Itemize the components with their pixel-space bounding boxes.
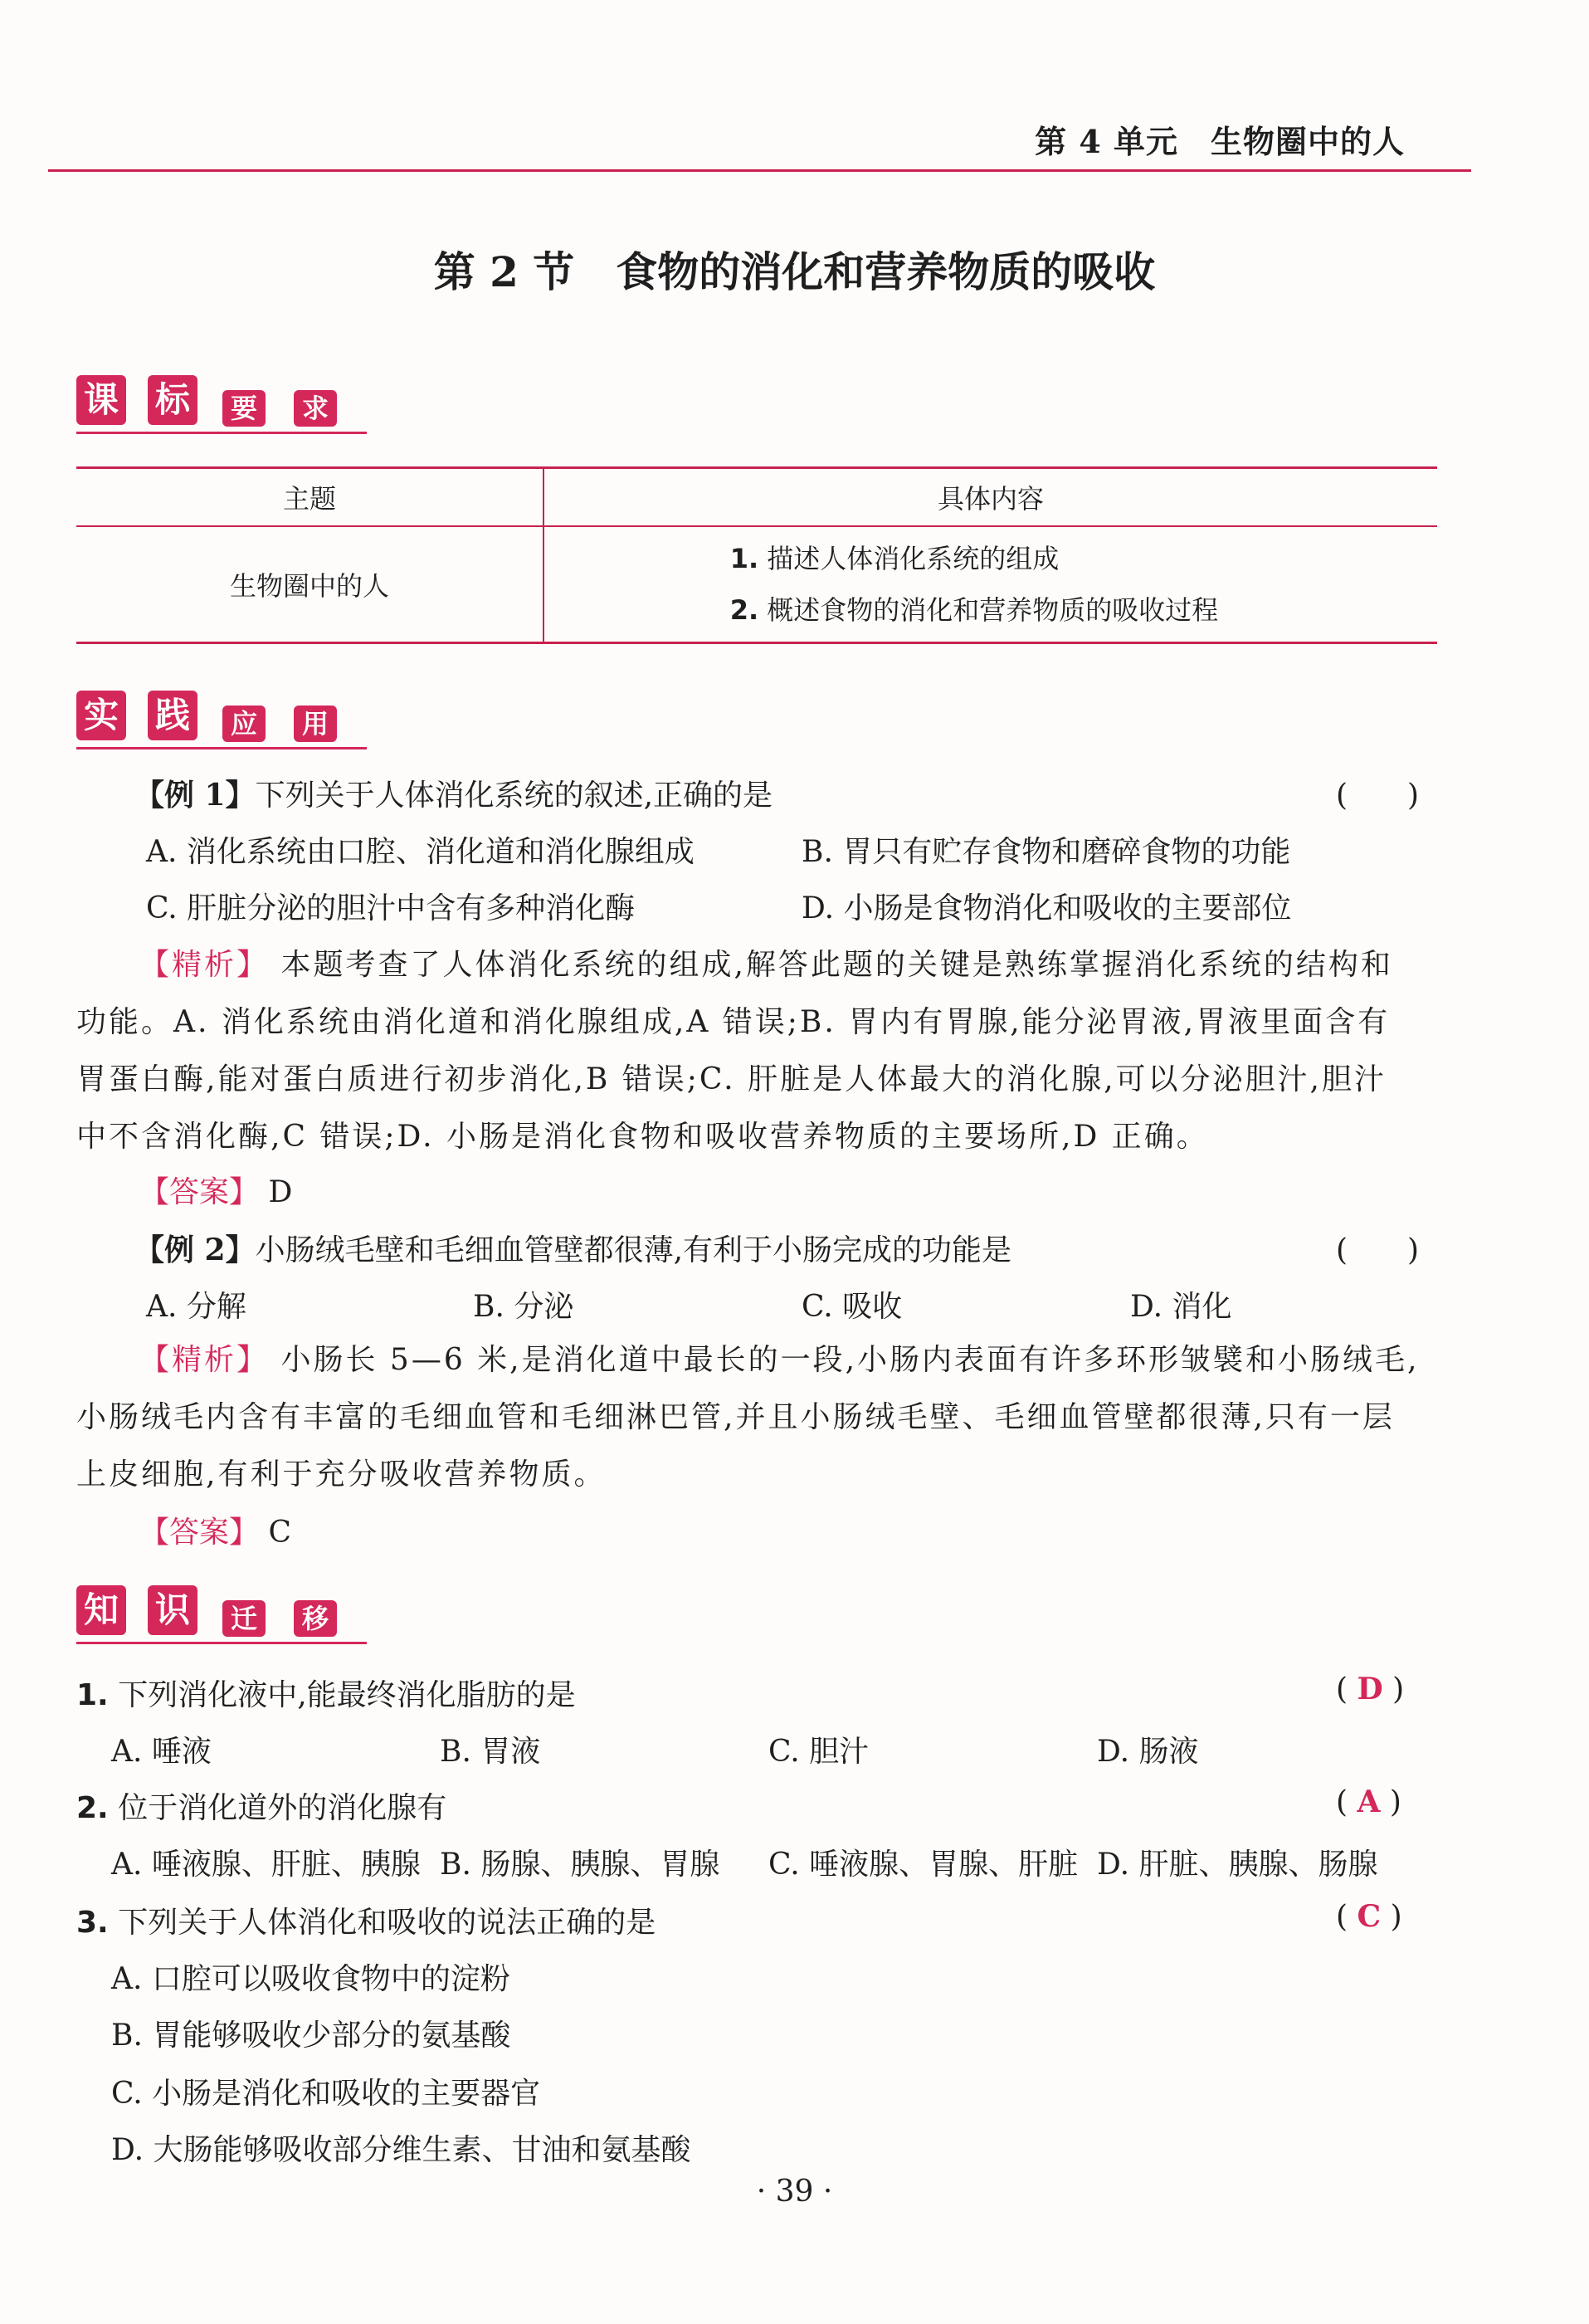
example1-question — [134, 772, 773, 814]
paren-open: ( — [1336, 1785, 1348, 1819]
option-b: B. 胃液 — [440, 1735, 541, 1769]
answer-value: C — [268, 1516, 292, 1550]
option-c: C. 胆汁 — [768, 1735, 870, 1769]
banner-underline — [76, 1642, 367, 1644]
answer-label: 【答案】 — [139, 1516, 260, 1550]
item-text: 概述食物的消化和营养物质的吸收过程 — [767, 594, 1219, 626]
example2-analysis — [76, 1331, 1437, 1503]
banner-char: 践 — [148, 691, 197, 740]
standards-col2-header: 具体内容 — [937, 483, 1044, 515]
question-1 — [76, 1672, 576, 1714]
question-text: 下列关于人体消化系统的叙述,正确的是 — [255, 779, 773, 813]
analysis-label: 【精析】 — [139, 948, 270, 982]
option-b: B. 胃只有贮存食物和磨碎食物的功能 — [802, 835, 1291, 869]
question-text: 小肠绒毛壁和毛细血管壁都很薄,有利于小肠完成的功能是 — [255, 1233, 1012, 1267]
banner-char: 移 — [294, 1600, 337, 1637]
standards-item-2 — [730, 584, 1219, 636]
example-label: 【例 2】 — [134, 1233, 256, 1267]
standards-col1-header: 主题 — [76, 469, 544, 525]
question-answer: A — [1357, 1784, 1381, 1819]
banner-char: 识 — [148, 1585, 197, 1635]
analysis-line: 本题考查了人体消化系统的组成,解答此题的关键是熟练掌握消化系统的结构和 — [280, 948, 1393, 982]
option-d: D. 小肠是食物消化和吸收的主要部位 — [802, 891, 1292, 925]
page-number: · 39 · — [756, 2175, 833, 2209]
option-a: A. 唾液腺、肝脏、胰腺 — [111, 1848, 421, 1882]
banner-char: 知 — [76, 1585, 126, 1635]
option-c: C. 小肠是消化和吸收的主要器官 — [111, 2077, 541, 2111]
option-d: D. 肠液 — [1097, 1735, 1199, 1769]
question-text: 位于消化道外的消化腺有 — [118, 1791, 447, 1825]
item-number: 2. — [729, 594, 759, 626]
paren-close: ) — [1390, 1900, 1402, 1934]
option-b: B. 胃能够吸收少部分的氨基酸 — [111, 2019, 511, 2053]
question-3 — [76, 1899, 656, 1941]
banner-char: 要 — [222, 390, 266, 427]
question-text: 下列消化液中,能最终消化脂肪的是 — [118, 1678, 576, 1712]
answer-paren — [1336, 1784, 1401, 1819]
banner-char: 课 — [76, 375, 126, 425]
question-text: 下列关于人体消化和吸收的说法正确的是 — [118, 1906, 656, 1940]
banner-char: 迁 — [222, 1600, 266, 1637]
example2-answer — [139, 1509, 291, 1551]
question-number: 2. — [76, 1791, 109, 1825]
question-number: 3. — [76, 1906, 109, 1940]
option-c: C. 肝脏分泌的胆汁中含有多种消化酶 — [146, 891, 636, 925]
option-c: C. 唾液腺、胃腺、肝脏 — [768, 1848, 1079, 1882]
option-a: A. 消化系统由口腔、消化道和消化腺组成 — [146, 835, 695, 869]
analysis-line: 胃蛋白酶,能对蛋白质进行初步消化,B 错误;C. 肝脏是人体最大的消化腺,可以分泌胆汁,胆汁 — [76, 1062, 1387, 1096]
example-label: 【例 1】 — [134, 778, 256, 813]
answer-value: D — [268, 1175, 293, 1209]
standards-content — [544, 527, 1437, 642]
analysis-line: 功能。A. 消化系统由消化道和消化腺组成,A 错误;B. 胃内有胃腺,能分泌胃液,胃液里面含有 — [76, 1005, 1391, 1039]
standards-header-row — [76, 469, 1437, 527]
item-text: 描述人体消化系统的组成 — [767, 543, 1060, 574]
unit-header: 第 4 单元 生物圈中的人 — [1035, 123, 1405, 160]
question-number: 1. — [76, 1678, 109, 1712]
paren-close: ) — [1389, 1785, 1401, 1819]
banner-char: 用 — [294, 706, 337, 742]
option-d: D. 肝脏、胰腺、肠腺 — [1097, 1848, 1378, 1882]
answer-paren: ( ) — [1336, 1233, 1420, 1267]
banner-char: 求 — [294, 390, 337, 427]
analysis-line: 小肠绒毛内含有丰富的毛细血管和毛细淋巴管,并且小肠绒毛壁、毛细血管壁都很薄,只有一层 — [76, 1400, 1395, 1434]
standards-body-row — [76, 527, 1437, 642]
item-number: 1. — [729, 543, 759, 574]
example1-answer — [139, 1169, 292, 1211]
banner-char: 应 — [222, 706, 266, 742]
banner-char: 实 — [76, 691, 126, 740]
paren-close: ) — [1392, 1672, 1405, 1706]
paren-open: ( — [1336, 1900, 1348, 1934]
analysis-line: 小肠长 5—6 米,是消化道中最长的一段,小肠内表面有许多环形皱襞和小肠绒毛, — [280, 1343, 1420, 1377]
banner-underline — [76, 747, 367, 749]
answer-paren: ( ) — [1336, 779, 1420, 813]
standards-topic: 生物圈中的人 — [76, 527, 544, 642]
option-c: C. 吸收 — [802, 1290, 903, 1324]
option-b: B. 分泌 — [473, 1290, 574, 1324]
option-b: B. 肠腺、胰腺、胃腺 — [440, 1848, 720, 1882]
answer-label: 【答案】 — [139, 1175, 260, 1209]
standards-item-1 — [730, 533, 1219, 584]
paren-open: ( — [1336, 1672, 1348, 1706]
option-a: A. 唾液 — [111, 1735, 212, 1769]
question-answer: C — [1357, 1899, 1382, 1934]
answer-paren — [1336, 1899, 1402, 1934]
option-a: A. 口腔可以吸收食物中的淀粉 — [111, 1962, 510, 1996]
option-a: A. 分解 — [146, 1290, 246, 1324]
banner-char: 标 — [148, 375, 197, 425]
section-title: 第 2 节 食物的消化和营养物质的吸收 — [433, 247, 1156, 296]
question-2 — [76, 1784, 446, 1827]
option-d: D. 大肠能够吸收部分维生素、甘油和氨基酸 — [111, 2133, 691, 2167]
analysis-label: 【精析】 — [139, 1343, 270, 1377]
header-rule — [48, 169, 1471, 172]
option-d: D. 消化 — [1130, 1290, 1232, 1324]
banner-underline — [76, 432, 367, 434]
example1-analysis — [76, 936, 1437, 1165]
analysis-line: 中不含消化酶,C 错误;D. 小肠是消化食物和吸收营养物质的主要场所,D 正确。 — [76, 1120, 1209, 1154]
analysis-line: 上皮细胞,有利于充分吸收营养物质。 — [76, 1457, 607, 1492]
standards-table — [76, 466, 1437, 644]
question-answer: D — [1357, 1672, 1383, 1706]
example2-question — [134, 1227, 1011, 1269]
answer-paren — [1336, 1672, 1404, 1706]
